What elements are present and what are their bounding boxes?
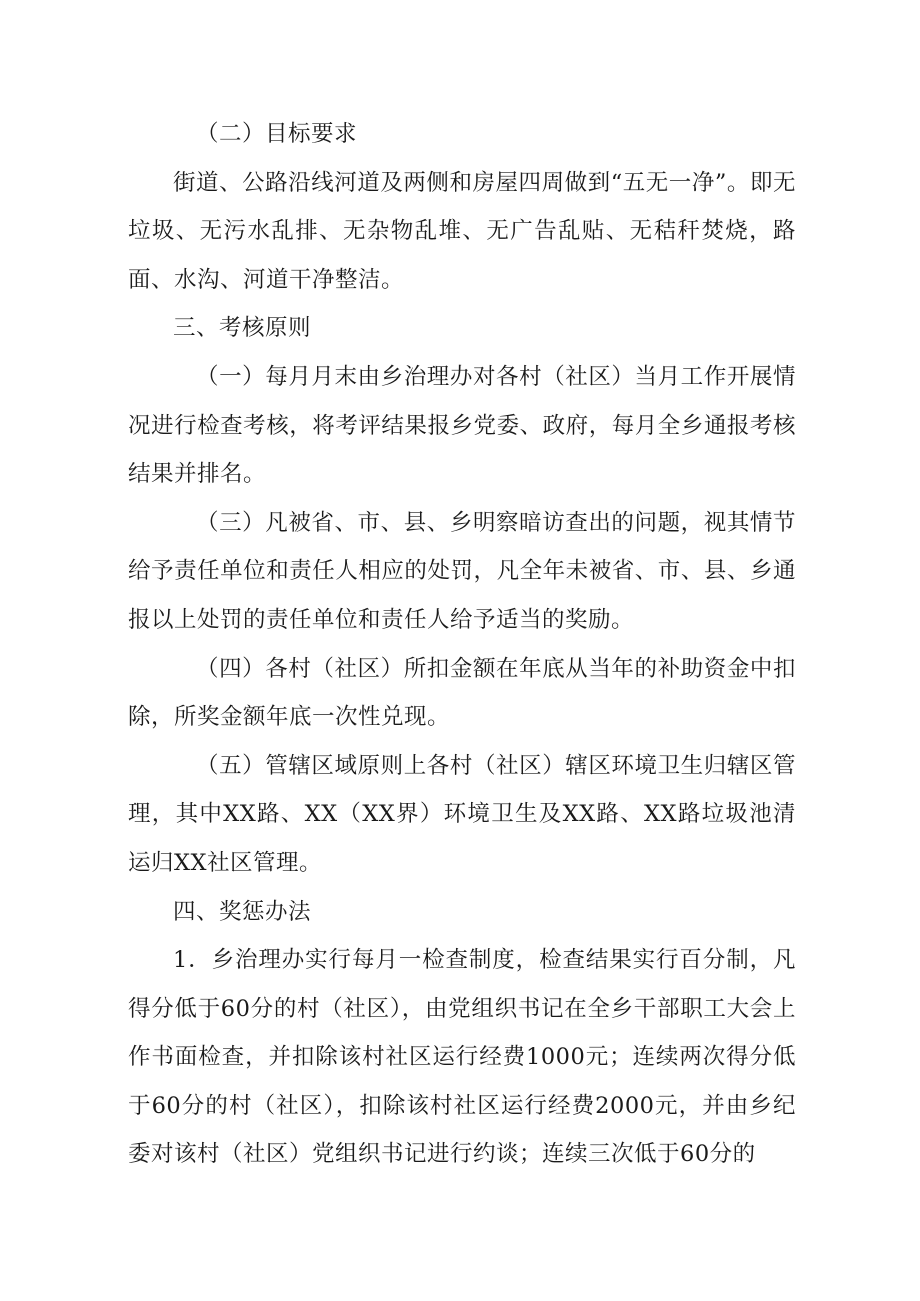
principle-4: （四）各村（社区）所扣金额在年底从当年的补助资金中扣除，所奖金额年底一次性兑现。	[128, 655, 796, 731]
goal-body: 街道、公路沿线河道及两侧和房屋四周做到“五无一净”。即无垃圾、无污水乱排、无杂物乱堆、无广告乱贴、无秸秆焚烧，路面、水沟、河道干净整洁。	[128, 169, 796, 293]
section-3-heading: 三、考核原则	[173, 315, 312, 342]
principle-3: （三）凡被省、市、县、乡明察暗访查出的问题，视其情节给予责任单位和责任人相应的处罚，凡全年未被省、市、县、乡通报以上处罚的责任单位和责任人给予适当的奖励。	[128, 509, 796, 633]
document-body	[128, 110, 796, 1179]
section-4-heading: 四、奖惩办法	[173, 898, 312, 925]
principle-5: （五）管辖区域原则上各村（社区）辖区环境卫生归辖区管理，其中XX路、XX（XX界）环境卫生及XX路、XX路垃圾池清运归XX社区管理。	[128, 752, 796, 876]
principle-1: （一）每月月末由乡治理办对各村（社区）当月工作开展情况进行检查考核，将考评结果报乡党委、政府，每月全乡通报考核结果并排名。	[128, 363, 796, 488]
measure-1: 1．乡治理办实行每月一检查制度，检查结果实行百分制，凡得分低于60分的村（社区），由党组织书记在全乡干部职工大会上作书面检查，并扣除该村社区运行经费1000元；连续两次得分低于60分的村（社区），扣除该村社区运行经费2000元，并由乡纪委对该村（社区）党组织书记进行约谈；连续三次低于60分的	[128, 947, 796, 1168]
goal-heading: （二）目标要求	[196, 121, 358, 147]
